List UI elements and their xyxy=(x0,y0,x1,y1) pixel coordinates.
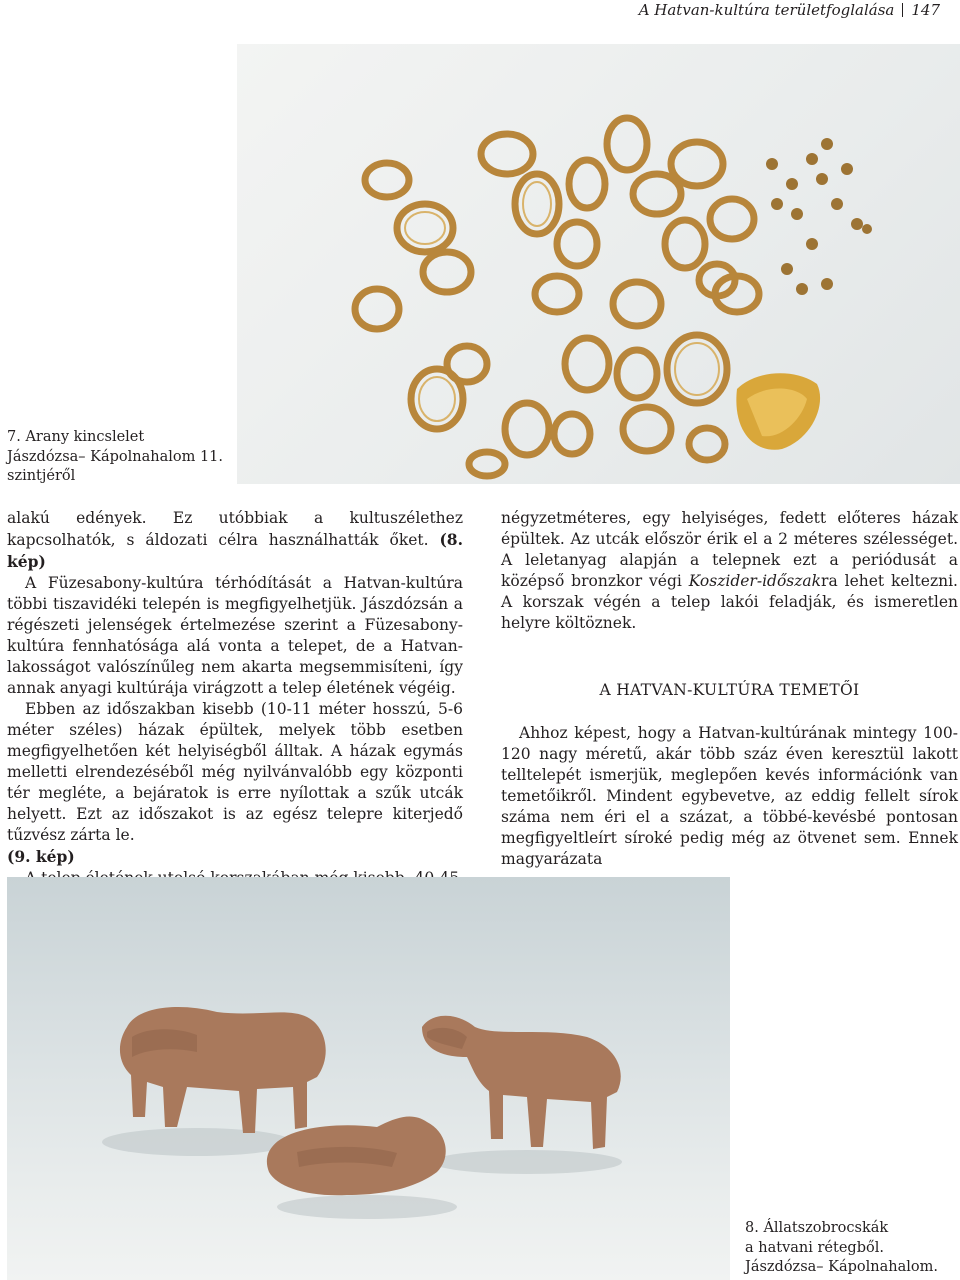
figure-7-caption xyxy=(7,428,227,487)
paragraph-1: alakú edények. Ez utóbbiak a kultuszélethez kapcsolhatók, s áldozati célra használhatták őket. (8. kép) xyxy=(7,509,463,571)
paragraph-5: négyzetméteres, egy helyiséges, fedett előteres házak épültek. Az utcák először érik el a 2 méteres szélességet. A leletanyag alapján a telepnek ezt a periódusát a középső bronzkor végi Koszider-időszakra lehet keltezni. A korszak végén a telep lakói feladják, és ismeretlen helyre költöznek. xyxy=(501,509,958,632)
animal-figurines-photo xyxy=(7,877,730,1280)
figure-7-caption-line-2: Jászdózsa– Kápolnahalom 11. xyxy=(7,448,224,465)
running-title: A Hatvan-kultúra területfoglalása xyxy=(638,1,895,19)
section-heading: A HATVAN-KULTÚRA TEMETŐI xyxy=(599,681,860,699)
figure-8-reference: (8. kép) xyxy=(7,530,463,571)
paragraph-3: Ebben az időszakban kisebb (10-11 méter hosszú, 5-6 méter széles) házak épültek, melyek több esetben megfigyelhetően két helyiségből álltak. A házak egymás melletti elrendezéséből még nyilvánvalóbb egy központi tér megléte, a bejáratok is erre nyílottak a szűk utcák helyett. Ezt az időszakot is az egész telepre kiterjedő tűzvész zárta le. (9. kép) xyxy=(7,700,463,866)
left-text-column xyxy=(7,508,463,889)
paragraph-6: Ahhoz képest, hogy a Hatvan-kultúrának mintegy 100-120 nagy méretű, akár több száz éven keresztül lakott telltelepét ismerjük, meglepően kevés információnk van temetőikről. Mindent egybevetve, az eddig fellelt sírok száma nem éri el a százat, a többé-kevésbé pontosan megfigyeltleírt síroké pedig még az ötvenet sem. Ennek magyarázata xyxy=(501,724,958,868)
gold-hoard-photo xyxy=(237,44,960,484)
paragraph-2: A Füzesabony-kultúra térhódítását a Hatvan-kultúra többi tiszavidéki telepén is megfigyelhetjük. Jászdózsán a régészeti jelenségek értelmezése szerint a Füzesabony-kultúra fennhatósága alá vonta a telepet, de a Hatvan-lakosságot valószínűleg nem akarta megsemmisíteni, így annak anyagi kultúrája virágzott a telep életének végéig. xyxy=(7,574,463,697)
header-divider xyxy=(902,3,903,17)
figure-7-caption-line-1: 7. Arany kincslelet xyxy=(7,429,145,445)
figure-7-caption-line-3: szintjéről xyxy=(7,468,76,484)
figure-8-caption-line-2: a hatvani rétegből. xyxy=(745,1239,884,1256)
clay-animals-illustration xyxy=(7,877,730,1280)
right-text-column xyxy=(501,508,958,870)
koszider-term: Koszider-időszak xyxy=(688,572,822,590)
figure-8-caption xyxy=(745,1219,955,1278)
gold-rings-illustration xyxy=(237,44,960,484)
figure-8-caption-line-3: Jászdózsa– Kápolnahalom. xyxy=(745,1259,938,1275)
figure-8-caption-line-1: 8. Állatszobrocskák xyxy=(745,1220,889,1236)
figure-9-reference: (9. kép) xyxy=(7,847,75,866)
running-header xyxy=(639,0,940,20)
page-number: 147 xyxy=(911,1,940,19)
